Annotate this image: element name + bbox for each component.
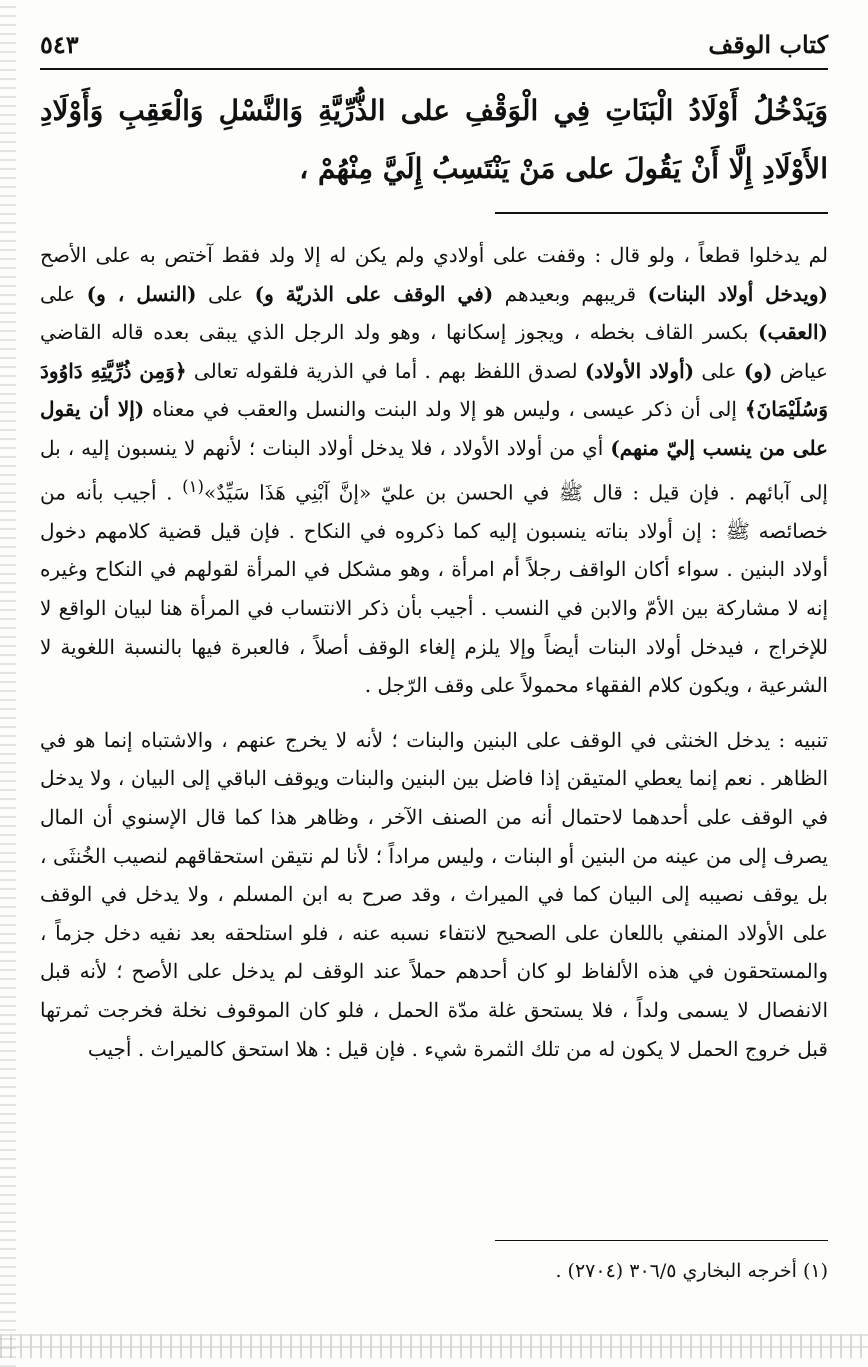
page-edge-ornament <box>0 0 16 1367</box>
page-number: ٥٤٣ <box>40 30 79 59</box>
matn-quote: (النسل ، و) <box>86 281 197 306</box>
page-header <box>40 28 828 70</box>
matn-quote: (العقب) <box>758 320 829 345</box>
text-run: إلى أن ذكر عيسى ، وليس هو إلا ولد البنت والنسل والعقب في معناه <box>144 397 745 422</box>
matn-separator <box>495 212 828 214</box>
page-bottom-ornament <box>0 1334 868 1358</box>
text-run: على <box>694 358 744 383</box>
sharh-paragraph-1 <box>40 236 828 705</box>
footnote-separator <box>495 1240 828 1241</box>
matn-quote: (أولاد الأولاد) <box>584 358 695 383</box>
text-run: لصدق اللفظ بهم . أما في الذرية فلقوله تعالى <box>186 358 585 383</box>
text-run: لم يدخلوا قطعاً ، ولو قال : وقفت على أولادي ولم يكن له إلا ولد فقط آختص به على الأصح <box>40 243 828 267</box>
matn-quote: (إلا أن يقول على من ينسب إليّ منهم) <box>40 397 828 460</box>
text-run: بكسر القاف بخطه ، ويجوز إسكانها ، وهو ولد الرجل الذي يبقى بعده قاله القاضي عياض <box>40 320 828 383</box>
sharh-paragraph-2: تنبيه : يدخل الخنثى في الوقف على البنين والبنات ؛ لأنه لا يخرج عنهم ، والاشتباه إنما هو في الظاهر . نعم إنما يعطي المتيقن إذا فاضل بين البنين والبنات ويوقف الباقي إلى البيان ، ولا يدخل في الوقف على أحدهما لاحتمال أنه من الصنف الآخر ، وظاهر هذا كما قال الإسنوي أن المال يصرف إلى من عينه من البنين أو البنات ، وليس مراداً ؛ لأنا لم نتيقن استحقاقهم لنصيب الخُنثَى ، بل يوقف نصيبه إلى البيان كما في الميراث ، وقد صرح به ابن المسلم ، ولا يدخل في الوقف على الأولاد المنفي باللعان على الصحيح لانتفاء نسبه عنه ، فلو استلحقه بعد نفيه دخل جزماً ، والمستحقون في هذه الألفاظ لو كان أحدهم حملاً عند الوقف لم يدخل على الأصح ؛ لأنه قبل الانفصال لا يسمى ولداً ، فلا يستحق غلة مدّة الحمل ، فلو كان الموقوف نخلة فخرجت ثمرتها قبل خروج الحمل لا يكون له من تلك الثمرة شيء . فإن قيل : هلا استحق كالميراث . أجيب <box>40 727 828 1061</box>
footnote-ref: (١) <box>182 476 205 496</box>
matn-quote: (و) <box>743 358 773 383</box>
matn-quote: (ويدخل أولاد البنات) <box>647 281 828 306</box>
matn-text: وَيَدْخُلُ أَوْلَادُ الْبَنَاتِ فِي الْوَقْفِ على الذُّرِّيَّةِ وَالنَّسْلِ وَالْعَقِبِ وَأَوْلَادِ الأَوْلَادِ إِلَّا أَنْ يَقُولَ على مَنْ يَنْتَسِبُ إِلَيَّ مِنْهُمْ ، <box>40 94 828 185</box>
matn-quote: (في الوقف على الذريّة و) <box>254 281 494 306</box>
text-run: على <box>40 281 87 306</box>
text-run: أي من أولاد الأولاد ، فلا يدخل أولاد البنات ؛ لأنهم لا ينسبون إليه ، بل إلى آبائهم . فإن قيل : قال ﷺ في الحسن بن عليّ «إنَّ آبْنِي هَذَا سَيِّدٌ» <box>40 435 828 505</box>
sharh-commentary <box>40 236 828 1068</box>
text-run: على <box>196 281 255 306</box>
footnote: (١) أخرجه البخاري ٣٠٦/٥ (٢٧٠٤) . <box>555 1260 828 1282</box>
chapter-title: كتاب الوقف <box>708 30 828 59</box>
quran-verse: ﴿وَمِن ذُرِّيَّتِهِ دَاوُودَ وَسُلَيْمَانَ﴾ <box>40 358 828 422</box>
text-run: قريبهم وبعيدهم <box>493 281 648 306</box>
text-run: . أجيب بأنه من خصائصه ﷺ : إن أولاد بناته ينسبون إليه كما ذكروه في النكاح . فإن قيل قضية كلامهم دخول أولاد البنين . سواء أكان الواقف رجلاً أم امرأة ، وهو مشكل في المرأة لقولهم في النكاح وغيره إنه لا مشاركة بين الأمّ والابن في النسب . أجيب بأن ذكر الانتساب في المرأة هنا لبيان الواقع لا للإخراج ، فيدخل أولاد البنات أيضاً وإلا يلزم إلغاء الوقف أصلاً ، فالعبرة فيها بالنسبة اللغوية لا الشرعية ، ويكون كلام الفقهاء محمولاً على وقف الرّجل . <box>40 480 828 698</box>
